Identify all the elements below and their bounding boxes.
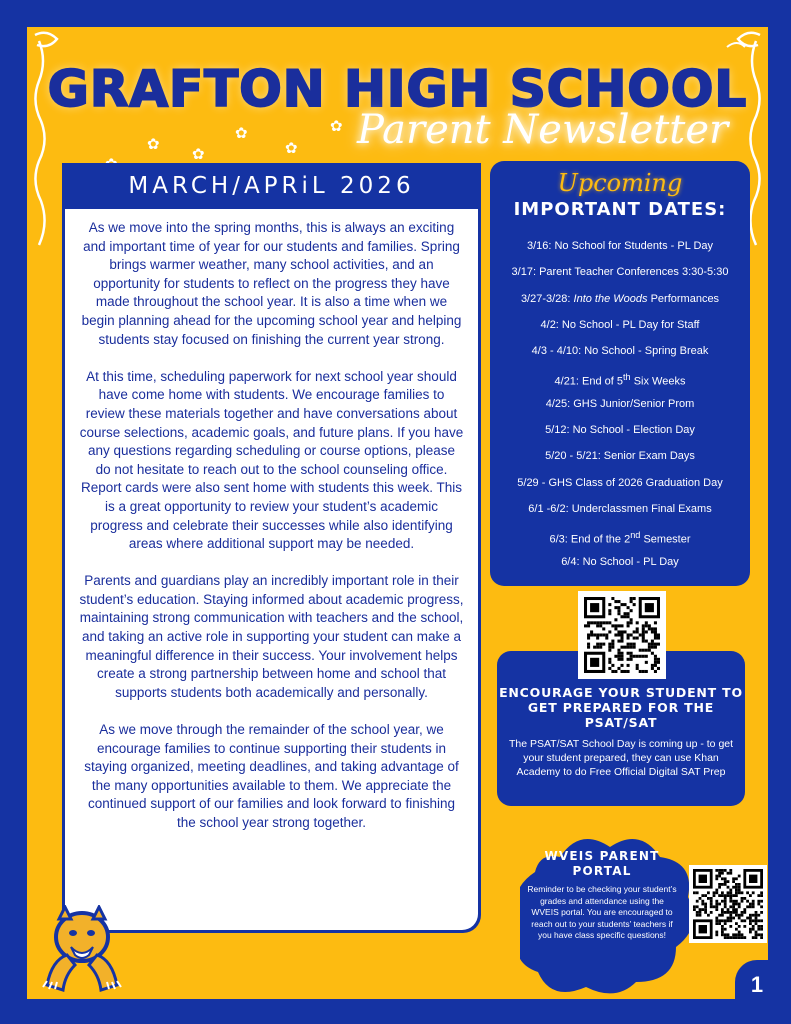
date-item: 3/17: Parent Teacher Conferences 3:30-5:30 bbox=[511, 266, 729, 279]
article-heading: MARCH/APRiL 2026 bbox=[128, 173, 415, 199]
date-item: 5/20 - 5/21: Senior Exam Days bbox=[545, 450, 695, 463]
school-name: GRAFTON HIGH SCHOOL bbox=[47, 60, 748, 118]
date-item: 4/21: End of 5th Six Weeks bbox=[554, 372, 686, 389]
article-paragraph: As we move into the spring months, this is always an exciting and important time of year for our students and families. Spring brings warmer weather, many school activities, and an opportunity for students to reflect on the progress they have made throughout the school year. It is also a time when we begin planning ahead for the upcoming school year and helping students stay focused on finishing the current year strong. bbox=[81, 220, 462, 347]
date-item: 5/12: No School - Election Day bbox=[545, 424, 695, 437]
dates-title: IMPORTANT DATES: bbox=[513, 199, 727, 220]
paw-icon: ✿ bbox=[192, 146, 205, 163]
date-item: 4/3 - 4/10: No School - Spring Break bbox=[531, 345, 709, 358]
article-paragraph: Parents and guardians play an incredibly important role in their student’s education. Staying informed about academic progress, maintaining strong communication with teachers and the school, and taking an active role in supporting your student can make a meaningful difference in their success. Your involvement helps create a strong partnership between home and school that supports students both academically and personally. bbox=[79, 573, 464, 700]
page-number: 1 bbox=[735, 960, 779, 1004]
date-item: 3/16: No School for Students - PL Day bbox=[526, 240, 714, 252]
upcoming-label: Upcoming bbox=[557, 169, 683, 197]
date-item: 4/2: No School - PL Day for Staff bbox=[540, 318, 700, 331]
newsletter-subtitle: Parent Newsletter bbox=[357, 107, 729, 153]
paw-icon: ✿ bbox=[147, 136, 160, 153]
date-list bbox=[490, 233, 750, 575]
date-item: 6/3: End of the 2nd Semester bbox=[549, 530, 691, 546]
psat-title: ENCOURAGE YOUR STUDENT TO GET PREPARED FOR THE PSAT/SAT bbox=[499, 685, 743, 730]
date-item: 6/1 -6/2: Underclassmen Final Exams bbox=[528, 502, 712, 515]
important-dates-panel bbox=[490, 161, 750, 586]
main-article bbox=[62, 163, 481, 933]
date-item: 5/29 - GHS Class of 2026 Graduation Day bbox=[517, 476, 723, 489]
wildcat-mascot bbox=[37, 905, 127, 995]
wveis-body: Reminder to be checking your student’s grades and attendance using the WVEIS portal. You are encouraged to reach out to your students’ teachers if you have class specific questions! bbox=[527, 884, 677, 940]
paw-icon: ✿ bbox=[235, 125, 248, 142]
paw-icon: ✿ bbox=[330, 118, 343, 135]
wveis-title: WVEIS PARENT PORTAL bbox=[544, 849, 660, 878]
article-paragraph: As we move through the remainder of the school year, we encourage families to continue supporting their students in staying organized, meeting deadlines, and taking advantage of the many opportunities available to them. We appreciate the continued support of our families and look forward to finishing the school year strong together. bbox=[84, 722, 459, 830]
article-body bbox=[65, 209, 478, 930]
newsletter-page bbox=[27, 27, 768, 999]
date-item: 4/25: GHS Junior/Senior Prom bbox=[545, 397, 695, 410]
date-item: 6/4: No School - PL Day bbox=[561, 555, 679, 568]
article-paragraph: At this time, scheduling paperwork for next school year should have come home with students. We encourage families to review these materials together and have conversations about course selections, academic goals, and future plans. If you have any questions regarding scheduling or course options, please do not hesitate to reach out to the school counseling office. bbox=[79, 368, 464, 477]
wveis-qr-code[interactable] bbox=[689, 865, 767, 943]
paw-icon: ✿ bbox=[285, 140, 298, 157]
psat-qr-code[interactable] bbox=[578, 591, 666, 679]
psat-body: The PSAT/SAT School Day is coming up - to get your student prepared, they can use Khan Academy to do Free Official Digital SAT Prep bbox=[508, 738, 734, 778]
article-paragraph: Report cards were also sent home with students this week. This is a great opportunity to review your student’s academic progress and celebrate their successes while also identifying areas where additional support may be needed. bbox=[81, 480, 462, 552]
date-item: 3/27-3/28: Into the Woods Performances bbox=[520, 292, 720, 305]
